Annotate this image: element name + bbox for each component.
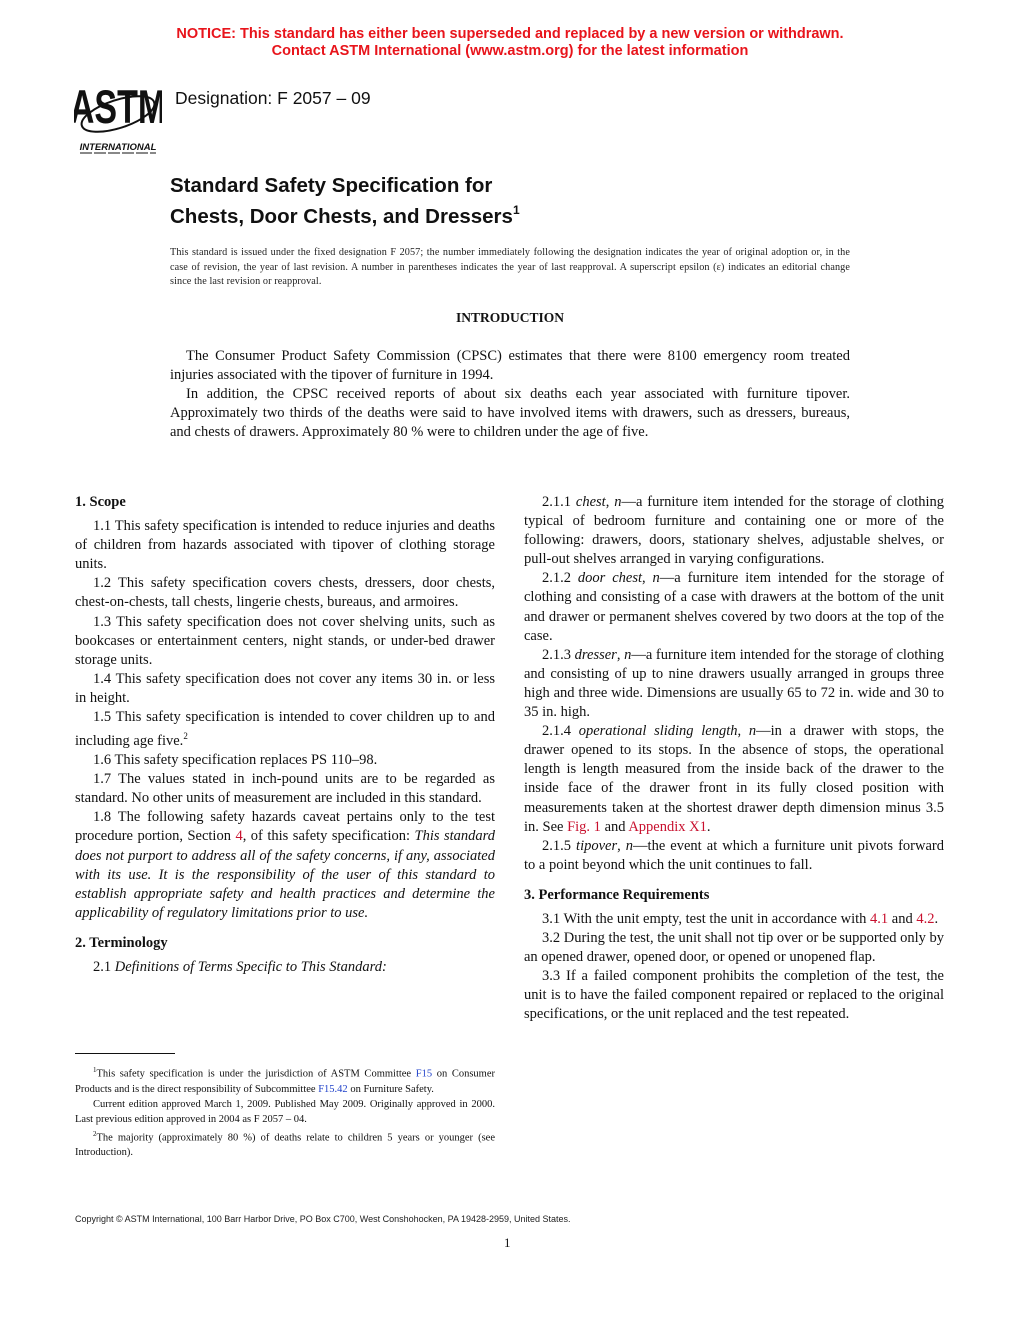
title-line-1: Standard Safety Specification for bbox=[170, 174, 493, 197]
notice-line-1: NOTICE: This standard has either been superseded and replaced by a new version or withdrawn. bbox=[176, 26, 844, 42]
section-4-1-link[interactable]: 4.1 bbox=[870, 910, 889, 927]
section-4-2-link[interactable]: 4.2 bbox=[916, 910, 935, 927]
introduction-body bbox=[170, 347, 850, 442]
definition: 2.1.1 chest, n—a furniture item intended for the storage of clothing typical of bedroom furniture and containing one or more of the following: drawers, doors, stationary shelves, adjustable shelves, or pull-out shelves arranged in varying configurations. bbox=[524, 494, 944, 568]
definition: 2.1.5 tipover, n—the event at which a furniture unit pivots forward to a point beyond which the unit continues to fall. bbox=[524, 837, 944, 873]
scope-item: 1.2 This safety specification covers chests, dressers, door chests, chest-on-chests, tall chests, lingerie chests, bureaus, and armoires. bbox=[75, 575, 495, 611]
page-title bbox=[170, 173, 520, 229]
edition-note: Current edition approved March 1, 2009. Published May 2009. Originally approved in 2000. Last previous edition approved in 2004 as F 2057 – 04. bbox=[75, 1098, 495, 1125]
definition: 2.1.3 dresser, n—a furniture item intended for the storage of clothing and consisting of up to nine drawers usually arranged in groups three high and three wide. Dimensions are usually 65 to 72 in. wide and 30 to 35 in. high. bbox=[524, 646, 945, 721]
definition: 2.1.2 door chest, n—a furniture item intended for the storage of clothing and consisting of a case with drawers at the bottom of the unit and drawer or permanent shelves covered by two doors at the top of the case. bbox=[524, 570, 945, 644]
designation: Designation: F 2057 – 09 bbox=[175, 88, 371, 108]
title-footnote-ref: 1 bbox=[512, 203, 520, 217]
scope-item: 1.4 This safety specification does not cover any items 30 in. or less in height. bbox=[75, 670, 495, 706]
footnote-1: $^1$This safety specification is under the jurisdiction of ASTM Committee F15 on Consumer Products and is the direct responsibility of Subcommittee F15.42 on Furniture Safety. bbox=[75, 1066, 495, 1095]
scope-heading: 1. Scope bbox=[75, 494, 126, 510]
fig-1-link[interactable]: Fig. 1 bbox=[567, 818, 601, 835]
definition: 2.1.4 operational sliding length, n—in a drawer with stops, the drawer opened to its stops. In the absence of stops, the operational length is length measured from the inside back of the drawer to the inside face of the drawer front in its fully closed position with measurements taken at the shortest drawer depth dimension minus 3.5 in. See Fig. 1 and Appendix X1. bbox=[524, 723, 944, 835]
scope-item: 1.6 This safety specification replaces PS 110–98. bbox=[93, 752, 378, 769]
left-column bbox=[75, 493, 495, 977]
subcommittee-f15-42-link[interactable]: F15.42 bbox=[318, 1083, 348, 1095]
footnotes bbox=[75, 1063, 495, 1160]
scope-item: 1.5 This safety specification is intended to cover children up to and including age five.$^2$ bbox=[75, 709, 495, 749]
section-4-link[interactable]: 4 bbox=[235, 828, 243, 845]
performance-item: 3.1 With the unit empty, test the unit in accordance with 4.1 and 4.2. bbox=[542, 910, 939, 927]
withdrawal-notice bbox=[0, 26, 1020, 60]
terminology-item: 2.1 Definitions of Terms Specific to This Standard: bbox=[93, 958, 387, 975]
copyright-notice: Copyright © ASTM International, 100 Barr Harbor Drive, PO Box C700, West Conshohocken, PA 19428-2959, United States. bbox=[75, 1214, 571, 1224]
appendix-x1-link[interactable]: Appendix X1 bbox=[628, 818, 707, 835]
right-column bbox=[524, 493, 944, 1025]
svg-text:ASTM: ASTM bbox=[74, 80, 162, 134]
performance-item: 3.2 During the test, the unit shall not tip over or be supported only by an opened drawer, opened door, or opened or unopened flap. bbox=[524, 930, 944, 966]
title-line-2: Chests, Door Chests, and Dressers bbox=[170, 205, 513, 228]
scope-item: 1.3 This safety specification does not cover shelving units, such as bookcases or entertainment centers, night stands, or under-bed drawer storage units. bbox=[75, 613, 495, 668]
intro-paragraph: The Consumer Product Safety Commission (CPSC) estimates that there were 8100 emergency room treated injuries associated with the tipover of furniture in 1994. bbox=[170, 348, 850, 383]
scope-item: 1.1 This safety specification is intended to reduce injuries and deaths of children from hazards associated with tipover of clothing storage units. bbox=[75, 518, 495, 573]
page-number: 1 bbox=[504, 1235, 511, 1250]
footnote-ref[interactable]: 2 bbox=[183, 731, 188, 742]
safety-caveat: This standard does not purport to address all of the safety concerns, if any, associated with its use. It is the responsibility of the user of this standard to establish appropriate safety and health practices and determine the applicability of regulatory limitations prior to use. bbox=[75, 828, 496, 921]
scope-item: 1.7 The values stated in inch-pound units are to be regarded as standard. No other units of measurement are included in this standard. bbox=[75, 771, 495, 807]
issued-note: This standard is issued under the fixed designation F 2057; the number immediately following the designation indicates the year of original adoption or, in the case of revision, the year of last revision. A number in parentheses indicates the year of last reapproval. A superscript epsilon (ε) indicates an editorial change since the last revision or reapproval. bbox=[170, 247, 850, 287]
astm-logo-icon bbox=[74, 74, 162, 154]
scope-item: 1.8 The following safety hazards caveat pertains only to the test procedure portion, Section 4, of this safety specification: This standard does not purport to address all of the safety concerns, if any, associated with its use. It is the responsibility of the user of this standard to establish appropriate safety and health practices and determine the applicability of regulatory limitations prior to use. bbox=[75, 809, 496, 921]
introduction-heading: INTRODUCTION bbox=[455, 310, 564, 325]
performance-heading: 3. Performance Requirements bbox=[524, 886, 710, 903]
intro-paragraph: In addition, the CPSC received reports of about six deaths each year associated with furniture tipover. Approximately two thirds of the deaths were said to have involved items with drawers, such as dressers, bureaus, and chests of drawers. Approximately 80 % were to children under the age of five. bbox=[170, 386, 850, 440]
footnote-2: $^2$The majority (approximately 80 %) of deaths relate to children 5 years or younger (see Introduction). bbox=[75, 1129, 495, 1158]
footnote-divider bbox=[75, 1053, 175, 1054]
notice-line-2: Contact ASTM International (www.astm.org) for the latest information bbox=[271, 43, 749, 59]
committee-f15-link[interactable]: F15 bbox=[415, 1068, 433, 1080]
terminology-heading: 2. Terminology bbox=[75, 934, 168, 951]
svg-text:INTERNATIONAL: INTERNATIONAL bbox=[79, 142, 157, 153]
performance-item: 3.3 If a failed component prohibits the completion of the test, the unit is to have the failed component repaired or replaced to the original specifications, or the unit replaced and the test repeated. bbox=[524, 968, 944, 1023]
